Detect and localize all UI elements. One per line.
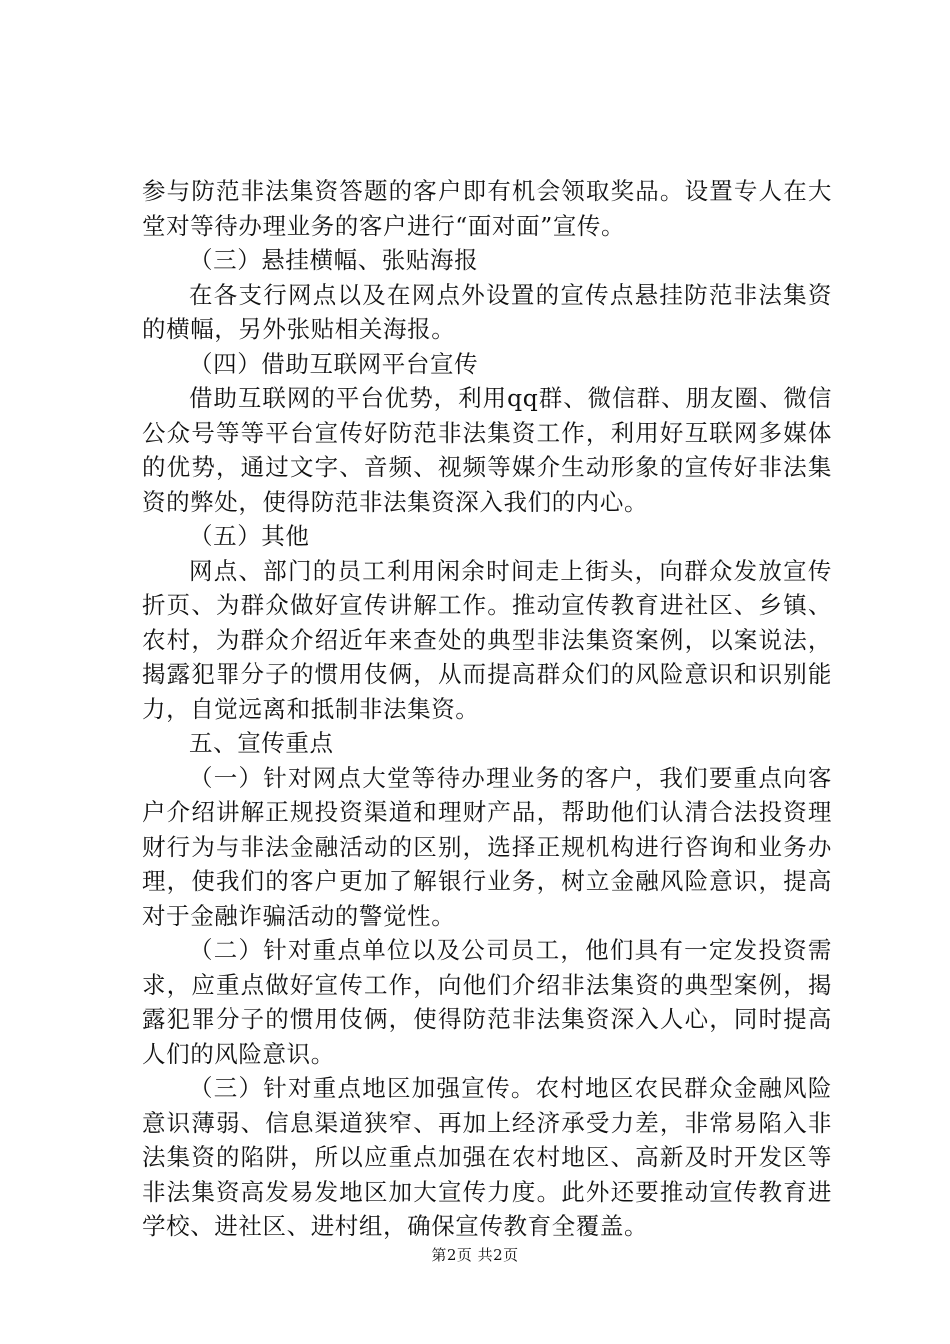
paragraph: 参与防范非法集资答题的客户即有机会领取奖品。设置专人在大堂对等待办理业务的客户进行“面对面”宣传。 — [142, 177, 832, 240]
paragraph: （三）针对重点地区加强宣传。农村地区农民群众金融风险意识薄弱、信息渠道狭窄、再加上经济承受力差，非常易陷入非法集资的陷阱，所以应重点加强在农村地区、高新及时开发区等非法集资高发易发地区加大宣传力度。此外还要推动宣传教育进学校、进社区、进村组，确保宣传教育全覆盖。 — [142, 1074, 832, 1240]
paragraph: （二）针对重点单位以及公司员工，他们具有一定发投资需求，应重点做好宣传工作，向他们介绍非法集资的典型案例，揭露犯罪分子的惯用伎俩，使得防范非法集资深入人心，同时提高人们的风险意识。 — [142, 936, 832, 1068]
paragraph: （一）针对网点大堂等待办理业务的客户，我们要重点向客户介绍讲解正规投资渠道和理财产品，帮助他们认清合法投资理财行为与非法金融活动的区别，选择正规机构进行咨询和业务办理，使我们的客户更加了解银行业务，树立金融风险意识，提高对于金融诈骗活动的警觉性。 — [142, 763, 832, 930]
paragraph: 在各支行网点以及在网点外设置的宣传点悬挂防范非法集资的横幅，另外张贴相关海报。 — [142, 280, 832, 343]
paragraph: 网点、部门的员工利用闲余时间走上街头，向群众发放宣传折页、为群众做好宣传讲解工作。推动宣传教育进社区、乡镇、农村，为群众介绍近年来查处的典型非法集资案例，以案说法，揭露犯罪分子的惯用伎俩，从而提高群众们的风险意识和识别能力，自觉远离和抵制非法集资。 — [142, 556, 832, 723]
document-body — [142, 174, 832, 1244]
section-heading: （五）其他 — [189, 522, 310, 550]
paragraph: 借助互联网的平台优势，利用qq群、微信群、朋友圈、微信公众号等等平台宣传好防范非法集资工作，利用好互联网多媒体的优势，通过文字、音频、视频等媒介生动形象的宣传好非法集资的弊处，使得防范非法集资深入我们的内心。 — [142, 384, 832, 516]
page-number-footer: 第2页 共2页 — [431, 1246, 519, 1264]
section-heading: （三）悬挂横幅、张贴海报 — [189, 246, 479, 274]
section-heading: （四）借助互联网平台宣传 — [189, 349, 479, 378]
section-heading: 五、宣传重点 — [189, 729, 334, 757]
